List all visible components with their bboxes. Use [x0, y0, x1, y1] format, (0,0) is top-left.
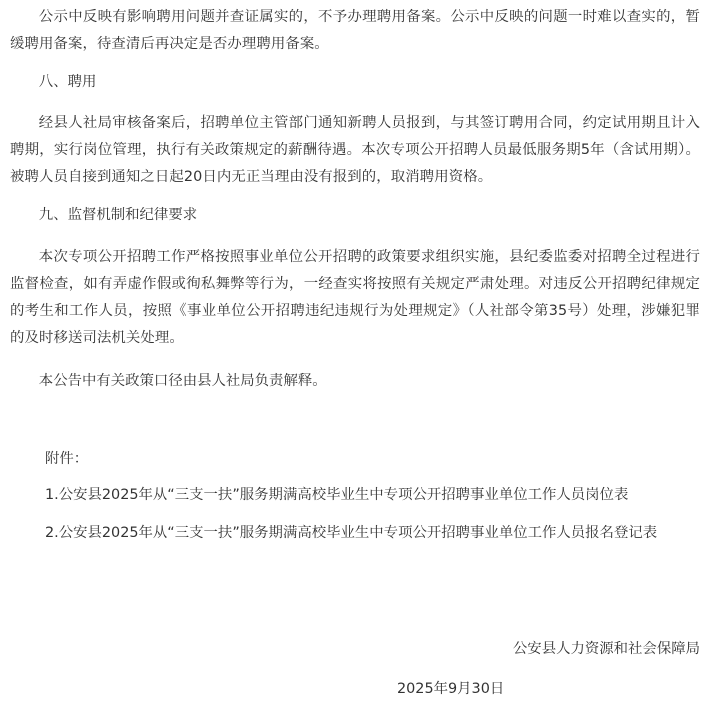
attachment-link-2[interactable]: 2.公安县2025年从“三支一扶”服务期满高校毕业生中专项公开招聘事业单位工作人员报名登记表	[45, 525, 658, 541]
issuer-name: 公安县人力资源和社会保障局	[512, 641, 700, 657]
attachment-link-1[interactable]: 1.公安县2025年从“三支一扶”服务期满高校毕业生中专项公开招聘事业单位工作人员岗位表	[45, 487, 629, 503]
section-heading-supervision: 九、监督机制和纪律要求	[38, 207, 198, 223]
attachments-label: 附件：	[45, 451, 89, 467]
paragraph-supervision: 本次专项公开招聘工作严格按照事业单位公开招聘的政策要求组织实施，县纪委监委对招聘全过程进行监督检查，如有弄虚作假或徇私舞弊等行为，一经查实将按照有关规定严肃处理。对违反公开招聘纪律规定的考生和工作人员，按照《事业单位公开招聘违纪违规行为处理规定》（人社部令第35号）处理，涉嫌犯罪的及时移送司法机关处理。	[10, 249, 700, 346]
issue-date: 2025年9月30日	[397, 681, 505, 697]
paragraph-hire: 经县人社局审核备案后，招聘单位主管部门通知新聘人员报到，与其签订聘用合同，约定试用期且计入聘期，实行岗位管理，执行有关政策规定的薪酬待遇。本次专项公开招聘人员最低服务期5年（含试用期）。被聘人员自接到通知之日起20日内无正当理由没有报到的，取消聘用资格。	[10, 115, 700, 185]
paragraph-review-result: 公示中反映有影响聘用问题并查证属实的，不予办理聘用备案。公示中反映的问题一时难以查实的，暂缓聘用备案，待查清后再决定是否办理聘用备案。	[10, 9, 700, 52]
paragraph-interpretation: 本公告中有关政策口径由县人社局负责解释。	[38, 373, 327, 389]
section-heading-hire: 八、聘用	[38, 74, 97, 90]
